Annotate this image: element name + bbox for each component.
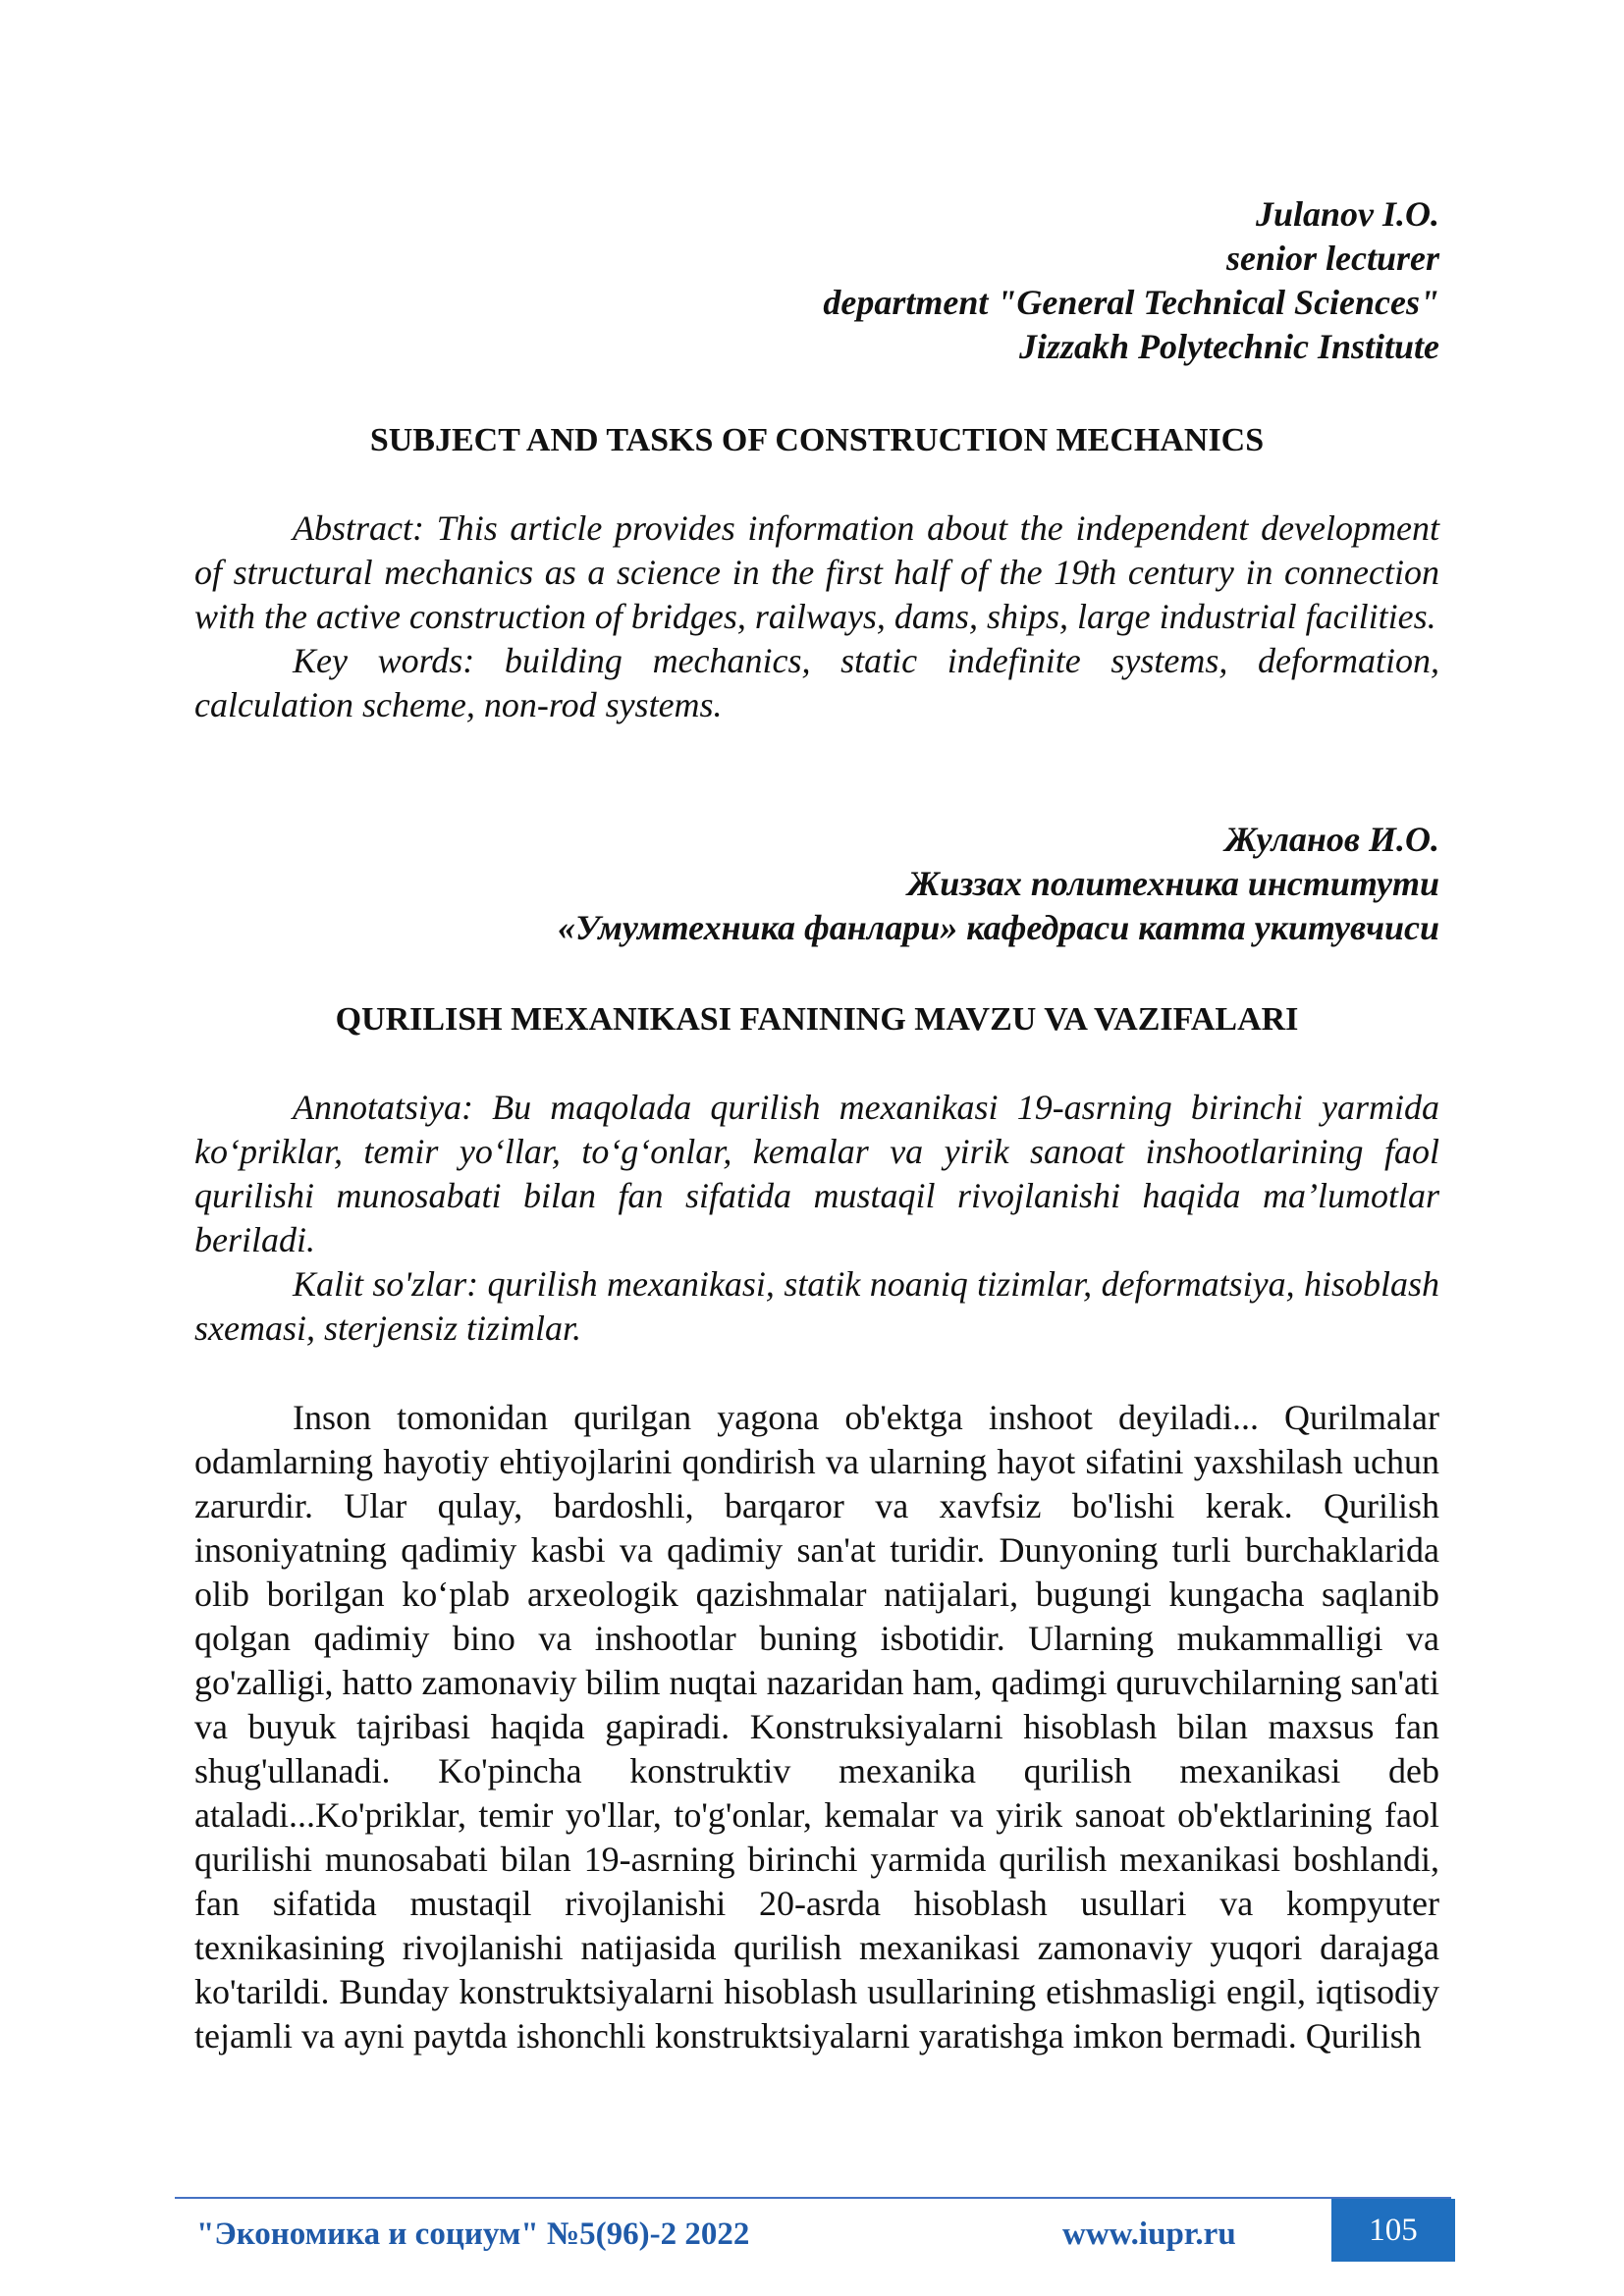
footer-divider	[175, 2197, 1451, 2199]
english-author-block	[194, 192, 1439, 369]
uzbek-annotation-block	[194, 1086, 1439, 1351]
uzbek-keywords: Kalit so'zlar: qurilish mexanikasi, statik noaniq tizimlar, deformatsiya, hisoblash sxemasi, sterjensiz tizimlar.	[194, 1264, 1439, 1348]
english-title: SUBJECT AND TASKS OF CONSTRUCTION MECHANICS	[369, 422, 1265, 458]
uzbek-author-institute: Жиззах политехника институти	[907, 864, 1439, 903]
body-paragraph: Inson tomonidan qurilgan yagona ob'ektga inshoot deyiladi... Qurilmalar odamlarning hayotiy ehtiyojlarini qondirish va ularning hayot sifatini yaxshilash uchun zarurdir. Ular qulay, bardoshli, barqaror va xavfsiz bo'lishi kerak. Qurilish insoniyatning qadimiy kasbi va qadimiy san'at turidir. Dunyoning turli burchaklarida olib borilgan ko‘plab arxeologik qazishmalar natijalari, bugungi kungacha saqlanib qolgan qadimiy bino va inshootlar buning isbotidir. Ularning mukammalligi va go'zalligi, hatto zamonaviy bilim nuqtai nazaridan ham, qadimgi quruvchilarning san'ati va buyuk tajribasi haqida gapiradi. Konstruksiyalarni hisoblash bilan maxsus fan shug'ullanadi. Ko'pincha konstruktiv mexanika qurilish mexanikasi deb ataladi...Ko'priklar, temir yo'llar, to'g'onlar, kemalar va yirik sanoat ob'ektlarining faol qurilishi munosabati bilan 19-asrning birinchi yarmida qurilish mexanikasi boshlandi, fan sifatida mustaqil rivojlanishi 20-asrda hisoblash usullari va kompyuter texnikasining rivojlanishi natijasida qurilish mexanikasi zamonaviy yuqori darajaga ko'tarildi. Bunday konstruktsiyalarni hisoblash usullarining etishmasligi engil, iqtisodiy tejamli va ayni paytda ishonchli konstruktsiyalarni yaratishga imkon bermadi. Qurilish	[194, 1398, 1439, 2056]
uzbek-author-name: Жуланов И.О.	[1224, 820, 1439, 859]
english-author-name: Julanov I.O.	[1255, 194, 1439, 234]
english-abstract-block	[194, 507, 1439, 727]
main-body	[194, 1396, 1439, 2058]
english-author-department: department "General Technical Sciences"	[823, 283, 1439, 322]
english-author-institute: Jizzakh Polytechnic Institute	[1018, 327, 1439, 366]
footer-website-link[interactable]: www.iupr.ru	[1062, 2216, 1236, 2252]
english-abstract: Abstract: This article provides information about the independent development of structural mechanics as a science in the first half of the 19th century in connection with the active construction of bridges, railways, dams, ships, large industrial facilities.	[194, 508, 1439, 636]
uzbek-annotation: Annotatsiya: Bu maqolada qurilish mexanikasi 19-asrning birinchi yarmida ko‘priklar, temir yo‘llar, to‘g‘onlar, kemalar va yirik sanoat inshootlarining faol qurilishi munosabati bilan fan sifatida mustaqil rivojlanishi haqida ma’lumotlar beriladi.	[194, 1088, 1439, 1259]
uzbek-title: QURILISH MEXANIKASI FANINING MAVZU VA VAZIFALARI	[335, 1001, 1299, 1038]
footer-journal-name: "Экономика и социум" №5(96)-2 2022	[196, 2216, 750, 2252]
english-keywords: Key words: building mechanics, static indefinite systems, deformation, calculation scheme, non-rod systems.	[194, 641, 1439, 724]
uzbek-author-block	[194, 818, 1439, 950]
english-author-position: senior lecturer	[1225, 239, 1439, 278]
page-number-badge: 105	[1331, 2199, 1455, 2262]
uzbek-author-department: «Умумтехника фанлари» кафедраси катта укитувчиси	[557, 908, 1439, 947]
